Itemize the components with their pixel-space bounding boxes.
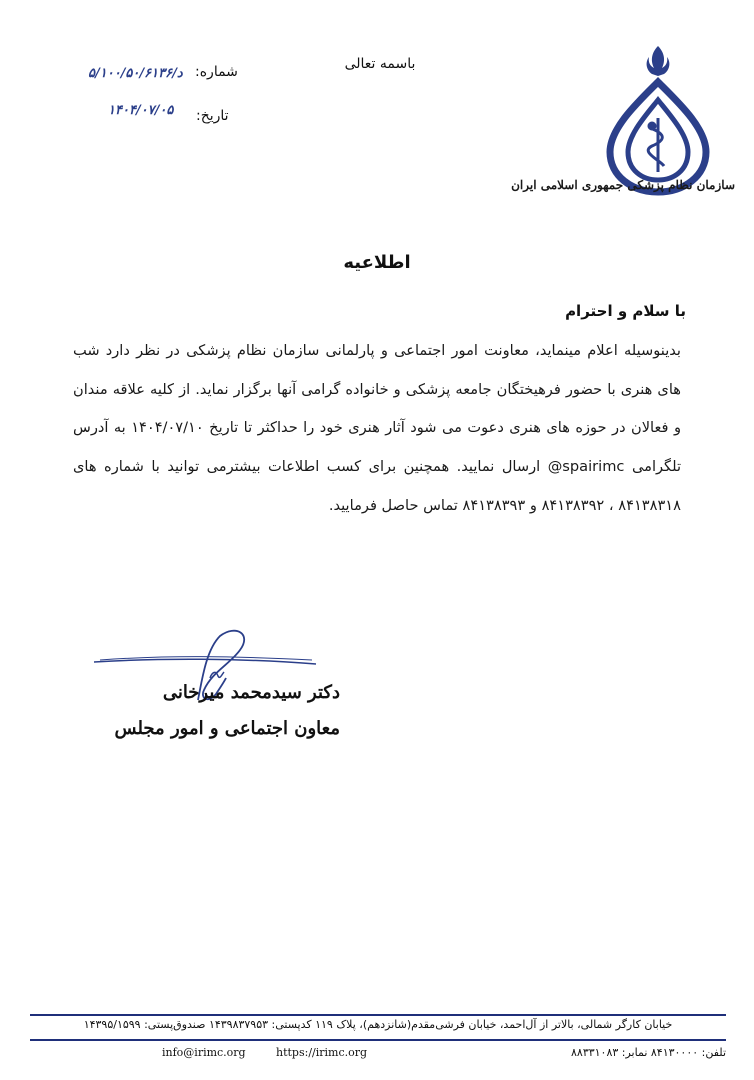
- footer-contact: [30, 1044, 726, 1064]
- irimc-logo: [598, 40, 718, 200]
- emblem-icon: [647, 46, 670, 76]
- footer-divider-bottom: [30, 1039, 726, 1041]
- signatory-title: معاون اجتماعی و امور مجلس: [114, 718, 340, 739]
- letter-date-label: تاریخ:: [196, 108, 229, 124]
- document-title: اطلاعیه: [343, 252, 411, 273]
- signatory-name: دکتر سیدمحمد میرخانی: [162, 682, 340, 703]
- letter-date-value: ۱۴۰۴/۰۷/۰۵: [108, 103, 174, 118]
- footer-address: خیابان کارگر شمالی، بالاتر از آل‌احمد، خیابان فرشی‌مقدم(شانزدهم)، پلاک ۱۱۹ کدپستی: ۱۴۳۹۸۳۷۹۵۳ صندوق‌پستی: ۱۴۳۹۵/۱۵۹۹: [83, 1018, 673, 1031]
- caduceus-icon: [648, 118, 664, 172]
- greeting: با سلام و احترام: [565, 302, 686, 320]
- body-paragraph: بدینوسیله اعلام مینماید، معاونت امور اجتماعی و پارلمانی سازمان نظام پزشکی در نظر دارد شب های هنری با حضور فرهیختگان جامعه پزشکی و خانواده گرامی آنها برگزار نماید. از کلیه علاقه مندان و فعالان در حوزه های هنری دعوت می شود آثار هنری خود را حداکثر تا تاریخ ۱۴۰۴/۰۷/۱۰ به آدرس تلگرامی spairimc@ ارسال نمایید. همچنین برای کسب اطلاعات بیشترمی توانید با شماره های ۸۴۱۳۸۳۱۸ ، ۸۴۱۳۸۳۹۲ و ۸۴۱۳۸۳۹۳ تماس حاصل فرمایید.: [73, 342, 681, 514]
- org-name: سازمان نظام پزشکی جمهوری اسلامی ایران: [511, 178, 735, 192]
- signature-block: [80, 620, 340, 760]
- basmeh: باسمه تعالی: [344, 56, 416, 72]
- footer-phone: تلفن: ۸۴۱۳۰۰۰۰ نمابر: ۸۸۳۳۱۰۸۳: [571, 1046, 726, 1059]
- footer-website-link[interactable]: https://irimc.org: [276, 1046, 368, 1059]
- footer-divider-top: [30, 1014, 726, 1016]
- footer-email-link[interactable]: info@irimc.org: [162, 1046, 246, 1059]
- letter-number-value: ۵/۱۰۰/۵۰/۶۱۳۶/د: [88, 66, 183, 81]
- letter-number-label: شماره:: [195, 64, 238, 80]
